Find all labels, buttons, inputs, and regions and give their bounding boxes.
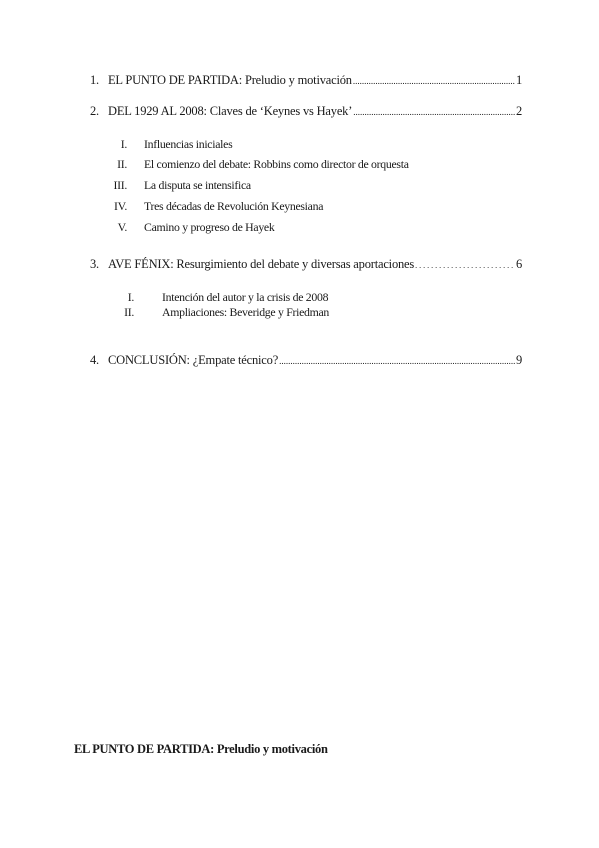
toc-item-page: 2 xyxy=(515,104,522,118)
toc-subitem-roman: II. xyxy=(117,157,127,171)
toc-item-2[interactable] xyxy=(90,103,522,120)
toc-leader-dots xyxy=(415,256,515,274)
toc-item-page: 6 xyxy=(515,257,522,271)
toc-item-title: DEL 1929 AL 2008: Claves de ‘Keynes vs Hayek’ xyxy=(108,104,353,118)
toc-subitem-title: Camino y progreso de Hayek xyxy=(144,220,275,234)
toc-item-title: CONCLUSIÓN: ¿Empate técnico? xyxy=(108,353,279,367)
toc-item-3[interactable] xyxy=(90,256,522,274)
toc-subitem-title: Tres décadas de Revolución Keynesiana xyxy=(144,199,324,213)
section-heading: EL PUNTO DE PARTIDA: Preludio y motivación xyxy=(74,742,328,756)
toc-subitem-title: El comienzo del debate: Robbins como director de orquesta xyxy=(144,157,409,171)
toc-subitem-2-3[interactable] xyxy=(100,178,251,193)
toc-subitem-roman: III. xyxy=(113,178,127,192)
toc-subitem-roman: I. xyxy=(127,290,134,304)
toc-item-page: 9 xyxy=(515,353,522,367)
toc-subitem-2-5[interactable] xyxy=(100,220,274,235)
toc-subitem-title: La disputa se intensifica xyxy=(144,178,251,192)
toc-subitem-roman: I. xyxy=(120,137,127,151)
toc-leader-dots xyxy=(353,72,515,89)
toc-leader-dots xyxy=(353,103,515,120)
toc-subitem-roman: IV. xyxy=(114,199,127,213)
toc-item-number: 2. xyxy=(90,104,99,118)
toc-item-4[interactable] xyxy=(90,352,522,369)
toc-leader-dots xyxy=(279,352,515,369)
toc-item-number: 4. xyxy=(90,353,99,367)
toc-subitem-2-1[interactable] xyxy=(100,137,232,152)
toc-subitem-3-2[interactable] xyxy=(110,305,329,320)
toc-subitem-title: Intención del autor y la crisis de 2008 xyxy=(162,290,329,304)
toc-subitem-title: Ampliaciones: Beveridge y Friedman xyxy=(162,305,330,319)
toc-subitem-2-4[interactable] xyxy=(100,199,323,214)
toc-item-title: EL PUNTO DE PARTIDA: Preludio y motivación xyxy=(108,73,352,87)
toc-item-1[interactable] xyxy=(90,72,522,89)
toc-item-page: 1 xyxy=(515,73,522,87)
toc-subitem-2-2[interactable] xyxy=(100,157,409,172)
toc-subitem-roman: V. xyxy=(117,220,127,234)
toc-item-title: AVE FÉNIX: Resurgimiento del debate y diversas aportaciones xyxy=(108,257,415,271)
toc-item-number: 3. xyxy=(90,257,99,271)
toc-subitem-roman: II. xyxy=(124,305,134,319)
toc-item-number: 1. xyxy=(90,73,99,87)
toc-subitem-title: Influencias iniciales xyxy=(144,137,233,151)
toc-subitem-3-1[interactable] xyxy=(110,290,328,305)
